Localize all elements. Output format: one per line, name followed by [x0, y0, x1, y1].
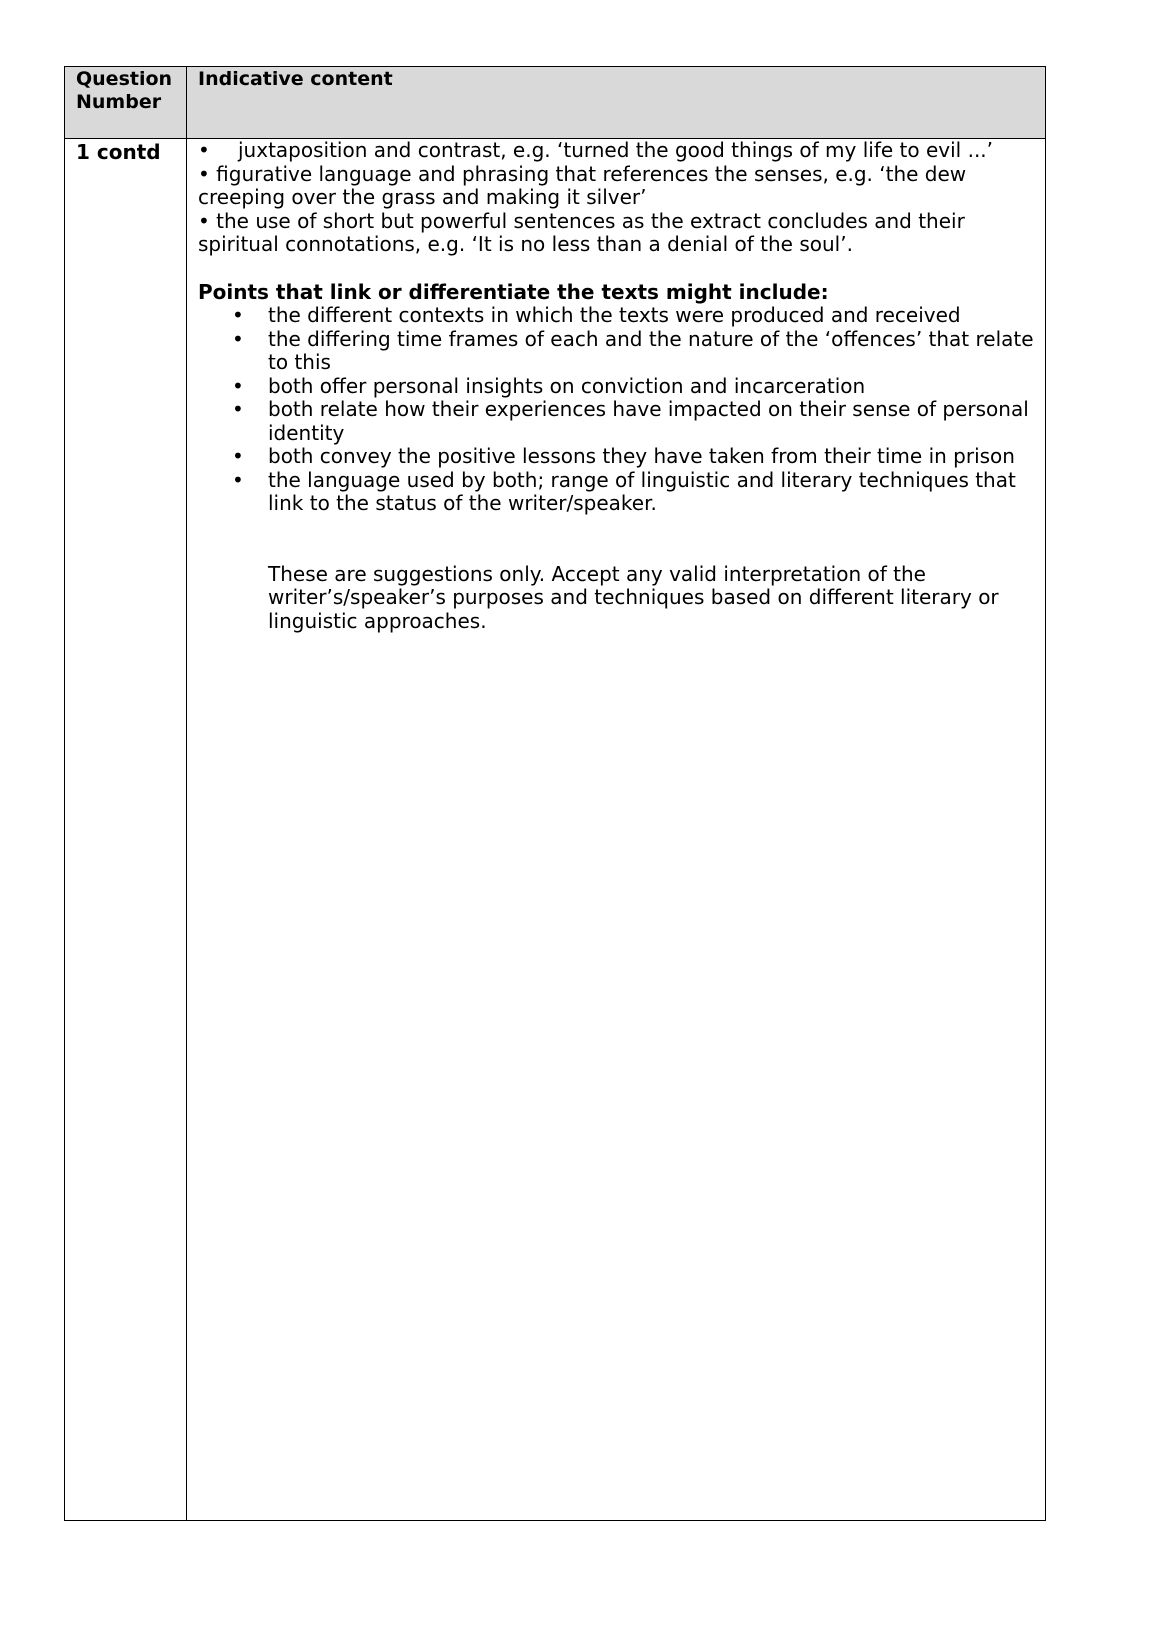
points-heading: Points that link or differentiate the texts might include: [198, 279, 829, 304]
list-item [198, 375, 1036, 399]
intro-bullet [198, 139, 1036, 163]
points-list [198, 304, 1036, 516]
list-item [198, 469, 1036, 516]
bullet-symbol: • [232, 373, 244, 398]
bullet-symbol: • [232, 397, 244, 421]
intro-bullet: • figurative language and phrasing that references the senses, e.g. ‘the dew creeping over the grass and making it silver’ [198, 161, 967, 209]
indicative-content-cell [198, 139, 1036, 633]
point-text: the language used by both; range of linguistic and literary techniques that link to the status of the writer/speaker. [268, 467, 1016, 515]
point-text: the differing time frames of each and the nature of the ‘offences’ that relate to this [268, 326, 1034, 374]
intro-bullet: • the use of short but powerful sentences as the extract concludes and their spiritual connotations, e.g. ‘It is no less than a denial of the soul’. [198, 208, 965, 256]
point-text: both offer personal insights on conviction and incarceration [268, 373, 866, 398]
list-item [198, 304, 1036, 328]
bullet-symbol: • [232, 303, 244, 327]
intro-bullet-text: juxtaposition and contrast, e.g. ‘turned the good things of my life to evil ...’ [238, 138, 994, 162]
list-item [198, 398, 1036, 445]
table-header-row [65, 67, 1045, 139]
list-item [198, 328, 1036, 375]
bullet-symbol: • [232, 467, 244, 492]
indicative-content-table [64, 66, 1046, 1521]
suggestions-note: These are suggestions only. Accept any valid interpretation of the writer’s/speaker’s purposes and techniques based on different literary or linguistic approaches. [268, 561, 999, 633]
bullet-symbol: • [232, 326, 244, 351]
question-number-header: Question Number [76, 68, 173, 113]
bullet-symbol: • [232, 444, 244, 468]
point-text: both relate how their experiences have impacted on their sense of personal identity [268, 397, 1029, 445]
list-item [198, 445, 1036, 469]
bullet-symbol: • [198, 138, 210, 162]
point-text: the different contexts in which the texts were produced and received [268, 303, 961, 327]
point-text: both convey the positive lessons they have taken from their time in prison [268, 444, 1015, 468]
question-number-cell: 1 contd [76, 140, 161, 164]
indicative-content-header: Indicative content [198, 68, 393, 90]
column-divider [186, 67, 187, 1520]
